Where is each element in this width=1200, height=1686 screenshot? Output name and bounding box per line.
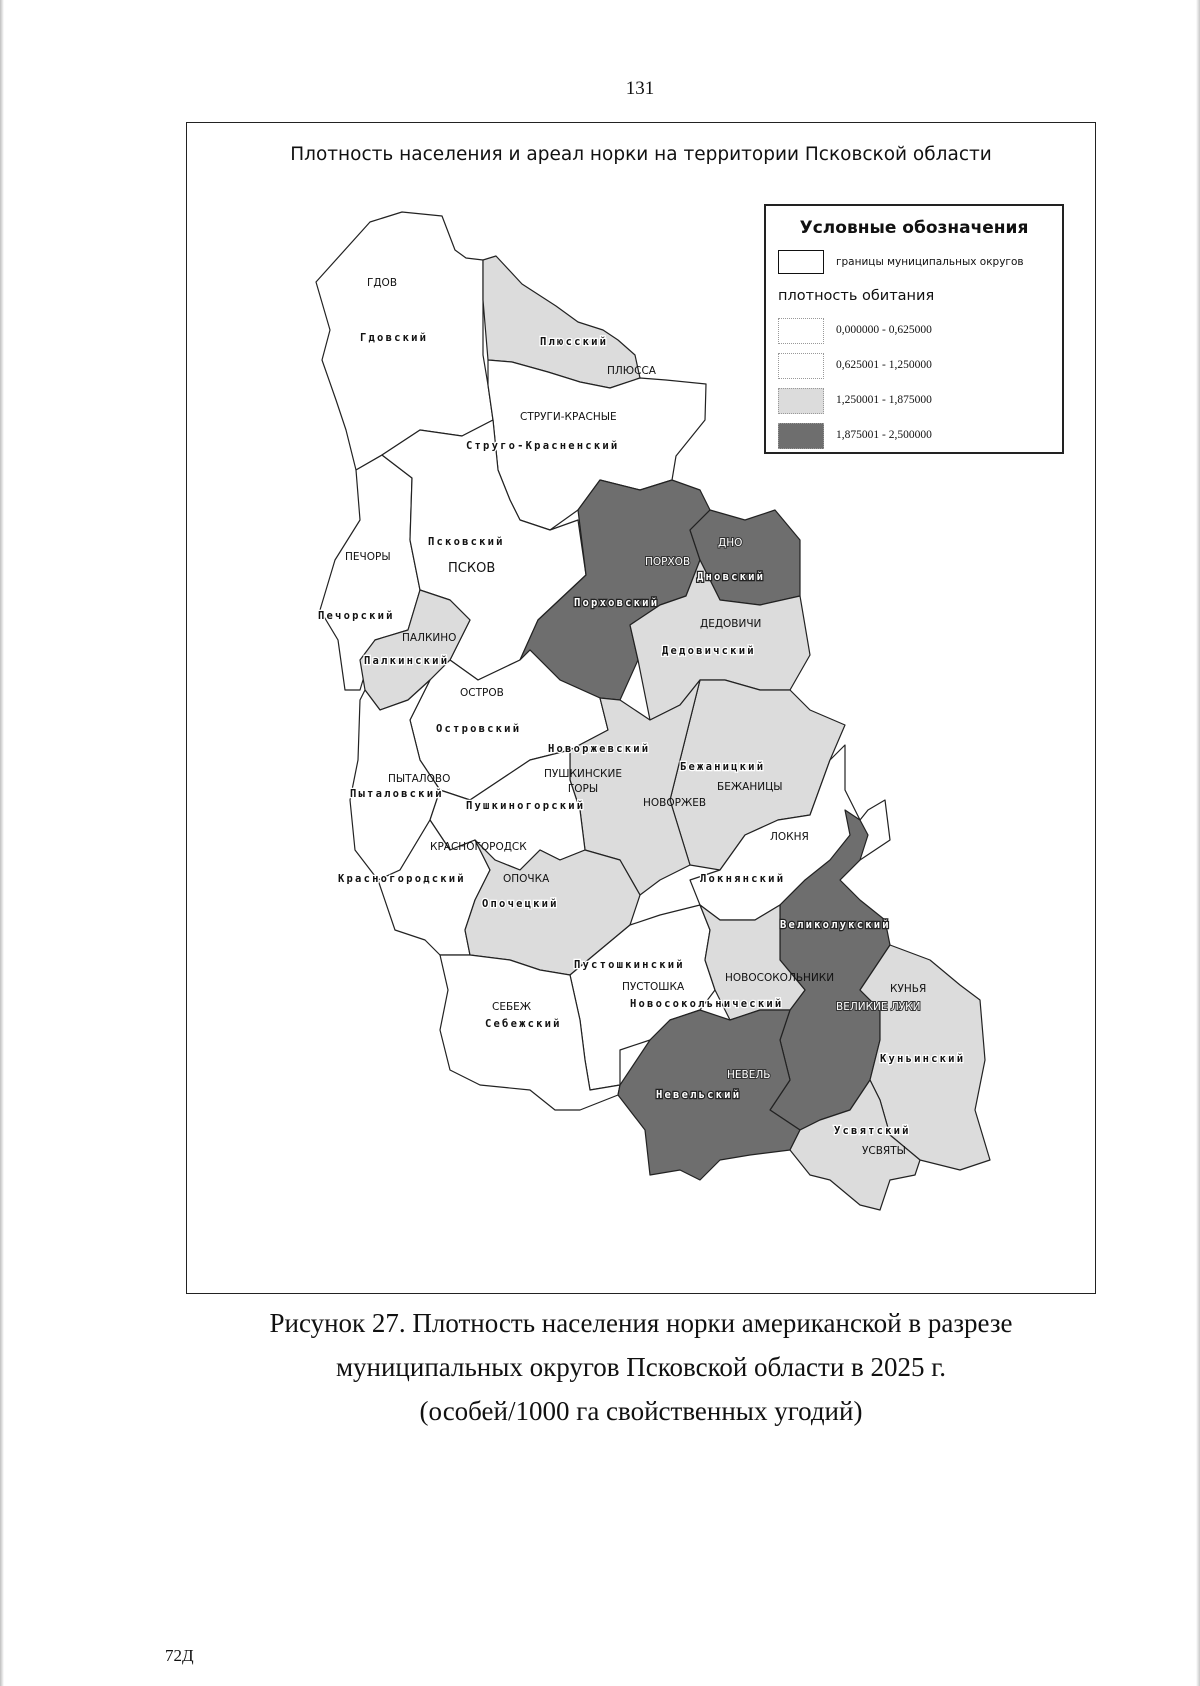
figure-caption-line-2: муниципальных округов Псковской области в 2025 г. bbox=[335, 1352, 947, 1382]
town-bezhanitsy: БЕЖАНИЦЫ bbox=[717, 781, 783, 793]
legend-border-swatch bbox=[778, 250, 824, 274]
town-pustoshka: ПУСТОШКА bbox=[622, 981, 685, 993]
legend-border-label: границы муниципальных округов bbox=[836, 256, 1024, 268]
label-usvyatsky: Усвятский bbox=[834, 1125, 911, 1137]
legend-swatch-class-2 bbox=[778, 353, 824, 379]
town-pushkinskie-gory-1: ПУШКИНСКИЕ bbox=[543, 768, 623, 780]
footer-code: 72Д bbox=[165, 1646, 194, 1665]
legend-swatch-class-1 bbox=[778, 318, 824, 344]
legend-row-class-1 bbox=[778, 318, 1058, 344]
label-kuninsky: Куньинский bbox=[880, 1053, 966, 1065]
town-kunya: КУНЬЯ bbox=[890, 983, 927, 995]
town-gdov: ГДОВ bbox=[366, 277, 398, 289]
label-dedovichsky: Дедовичский bbox=[662, 645, 756, 657]
town-nevel: НЕВЕЛЬ bbox=[727, 1069, 771, 1081]
town-pechory: ПЕЧОРЫ bbox=[345, 551, 391, 563]
town-novorzhev: НОВОРЖЕВ bbox=[643, 797, 707, 809]
town-loknya: ЛОКНЯ bbox=[770, 831, 809, 843]
label-pustoshkinsky: Пустошкинский bbox=[574, 959, 685, 971]
page-number: 131 bbox=[625, 78, 655, 99]
label-pytalovsky: Пыталовский bbox=[350, 788, 444, 800]
figure-caption-line-3: (особей/1000 га свойственных угодий) bbox=[419, 1396, 863, 1426]
town-plyussa: ПЛЮССА bbox=[607, 365, 656, 377]
label-nevelsky: Невельский bbox=[656, 1089, 742, 1101]
legend-title: Условные обозначения bbox=[799, 218, 1029, 238]
legend-swatch-class-3 bbox=[778, 388, 824, 414]
town-strugi: СТРУГИ-КРАСНЫЕ bbox=[520, 411, 617, 423]
label-novorzhevsky: Новоржевский bbox=[548, 743, 651, 755]
legend-row-class-2 bbox=[778, 353, 1058, 379]
town-novosokolniki: НОВОСОКОЛЬНИКИ bbox=[725, 972, 835, 984]
map-legend bbox=[764, 204, 1064, 454]
legend-label-class-3: 1,250001 - 1,875000 bbox=[836, 394, 932, 406]
town-palkino: ПАЛКИНО bbox=[402, 632, 457, 644]
town-sebezh: СЕБЕЖ bbox=[492, 1001, 532, 1013]
legend-label-class-2: 0,625001 - 1,250000 bbox=[836, 359, 932, 371]
town-dno: ДНО bbox=[718, 537, 743, 549]
town-pushkinskie-gory-2: ГОРЫ bbox=[567, 783, 599, 795]
label-dnovsky: Дновский bbox=[697, 571, 766, 583]
town-usvyaty: УСВЯТЫ bbox=[862, 1145, 906, 1157]
label-bezhanitsky: Бежаницкий bbox=[680, 761, 766, 773]
town-porkhov: ПОРХОВ bbox=[645, 556, 691, 568]
label-pechorsky: Печорский bbox=[318, 610, 395, 622]
map-title: Плотность населения и ареал норки на территории Псковской области bbox=[290, 144, 992, 165]
label-pskovsky: Псковский bbox=[428, 536, 505, 548]
legend-row-class-4 bbox=[778, 423, 1058, 449]
legend-label-class-4: 1,875001 - 2,500000 bbox=[836, 429, 932, 441]
label-velikoluksky: Великолукский bbox=[780, 919, 891, 931]
legend-swatch-class-4 bbox=[778, 423, 824, 449]
town-opochka: ОПОЧКА bbox=[503, 873, 550, 885]
label-opochetsky: Опочецкий bbox=[482, 898, 559, 910]
label-loknyansky: Локнянский bbox=[700, 873, 786, 885]
label-gdovsky: Гдовский bbox=[360, 332, 429, 344]
town-velikie-luki: ВЕЛИКИЕ ЛУКИ bbox=[836, 1001, 921, 1013]
label-strugo: Струго-Красненский bbox=[466, 440, 620, 452]
town-dedovichi: ДЕДОВИЧИ bbox=[700, 618, 762, 630]
label-krasnogorodsky: Красногородский bbox=[338, 873, 466, 885]
label-palkinsky: Палкинский bbox=[364, 655, 450, 667]
label-sebezhsky: Себежский bbox=[485, 1018, 562, 1030]
label-ostrovsky: Островский bbox=[436, 723, 522, 735]
town-krasnogorodsk: КРАСНОГОРОДСК bbox=[430, 841, 527, 853]
label-pushkinogorsky: Пушкиногорский bbox=[466, 800, 586, 812]
town-pytalovo: ПЫТАЛОВО bbox=[388, 773, 451, 785]
label-plyussky: Плюсский bbox=[540, 336, 609, 348]
label-novosokolnichesky: Новосокольнический bbox=[630, 998, 784, 1010]
label-porkhovsky: Порховский bbox=[574, 597, 660, 609]
figure-caption-line-1: Рисунок 27. Плотность населения норки американской в разрезе bbox=[269, 1308, 1013, 1338]
town-pskov: ПСКОВ bbox=[448, 561, 496, 576]
legend-subtitle: плотность обитания bbox=[778, 288, 935, 304]
town-ostrov: ОСТРОВ bbox=[460, 687, 504, 699]
legend-label-class-1: 0,000000 - 0,625000 bbox=[836, 324, 932, 336]
legend-row-class-3 bbox=[778, 388, 1058, 414]
